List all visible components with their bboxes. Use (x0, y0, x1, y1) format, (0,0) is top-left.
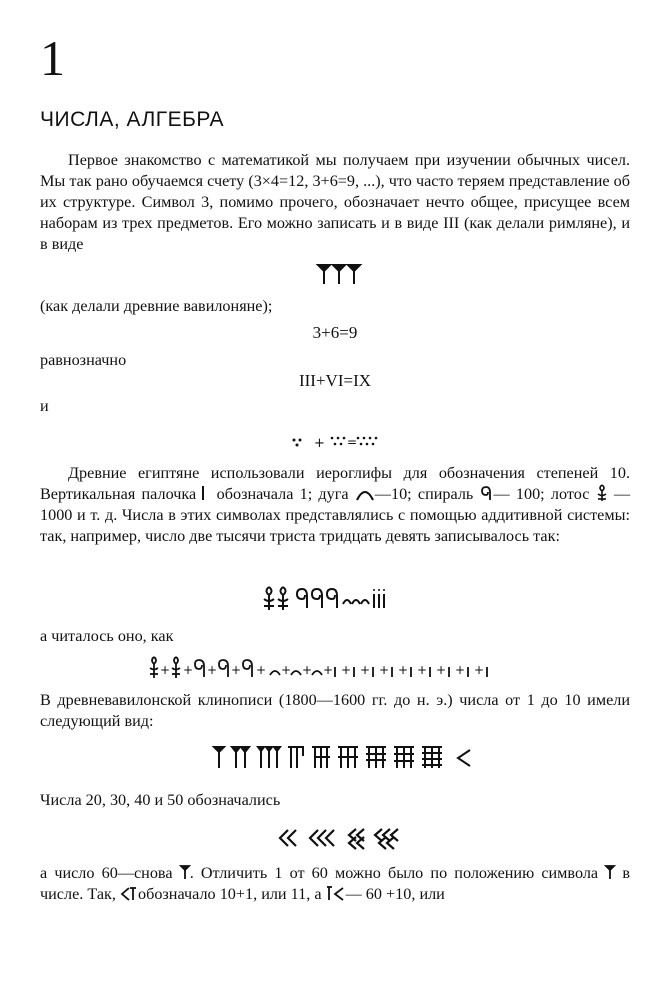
equation-arabic: 3+6=9 (312, 323, 358, 342)
sixty-text-5: — 60 +10, или (345, 885, 445, 903)
babylonian-note: (как делали древние вавилоняне); (40, 297, 273, 315)
svg-text:+: + (360, 663, 371, 677)
equation-roman: III+VI=IX (298, 371, 372, 390)
svg-text:+: + (256, 663, 267, 677)
svg-text:+: + (379, 663, 390, 677)
cuneiform-numerals-glyph (212, 744, 482, 772)
egypt-text-4: — 100; лотос (493, 485, 590, 503)
svg-text:+: + (417, 663, 428, 677)
cuneiform-tens-glyph (278, 826, 408, 850)
wedge-icon (180, 864, 190, 880)
paragraph-intro-text: Первое знакомство с математикой мы получаем при изучении обычных чисел. Мы так рано обучаемся счету (3×4=12, 3+6=9, ...), что часто теряем представление об их структуре. Символ 3, помимо прочего, обозначает нечто общее, присущее всем наборам из трех предметов. Его можно записать и в виде III (как делали римляне), и в виде (40, 151, 630, 253)
eleven-icon (120, 885, 138, 901)
sixty-text-4: обозначало 10+1, или 11, а (137, 885, 322, 903)
paragraph-sixty (40, 863, 630, 905)
svg-text:+: + (455, 663, 466, 677)
svg-text:+: + (474, 663, 485, 677)
egypt-text-5: —1000 и т. д. Числа в этих символах представлялись с помощью аддитивной системы: так, например, число две тысячи триста тридцать девять записывалось так: (40, 485, 631, 545)
spiral-icon (480, 486, 494, 502)
svg-text:+: + (398, 663, 409, 677)
svg-text:+: + (183, 663, 194, 677)
sixty-text-2: . Отличить 1 от 60 можно было по положению символа (189, 864, 599, 882)
chapter-number: 1 (40, 30, 65, 86)
egypt-text-3: —10; спираль (374, 485, 474, 503)
babylonian-three-glyph (316, 262, 366, 286)
equivalent-word: равнозначно (40, 351, 127, 369)
paragraph-cuneiform: В древневавилонской клинописи (1800—1600 гг. до н. э.) числа от 1 до 10 имели следующий вид: (40, 691, 630, 730)
svg-text:+: + (207, 663, 218, 677)
svg-text:+: + (314, 436, 325, 451)
sixty-text-3: в числе. Так, (40, 864, 631, 903)
svg-text:+: + (281, 663, 292, 677)
chapter-title: ЧИСЛА, АЛГЕБРА (40, 108, 225, 131)
wedge-icon-2 (605, 864, 615, 880)
sixty-text-1: а число 60—снова (40, 864, 173, 882)
svg-text:+: + (436, 663, 447, 677)
paragraph-intro (40, 150, 630, 255)
egypt-text-2: обозначала 1; дуга (216, 485, 349, 503)
seventy-icon (326, 885, 346, 901)
lotus-icon (596, 484, 608, 502)
svg-text:+: + (323, 663, 334, 677)
arc-icon (355, 488, 375, 500)
egyptian-sum-glyph (148, 656, 533, 682)
svg-text:+: + (341, 663, 352, 677)
svg-text:+: + (302, 663, 313, 677)
read-as-line: а читалось оно, как (40, 627, 174, 645)
paragraph-egypt (40, 463, 630, 547)
svg-text:=: = (347, 435, 358, 449)
stroke-icon (202, 486, 210, 500)
svg-text:+: + (231, 663, 242, 677)
egypt-text-1: Древние египтяне использовали иероглифы для обозначения степеней 10. Вертикальная палочка (40, 464, 630, 503)
and-word: и (40, 397, 49, 415)
egyptian-number-glyph (262, 586, 412, 612)
tens-note: Числа 20, 30, 40 и 50 обозначались (40, 791, 281, 809)
dot-equation-glyph (290, 434, 390, 450)
svg-text:+: + (160, 663, 171, 677)
